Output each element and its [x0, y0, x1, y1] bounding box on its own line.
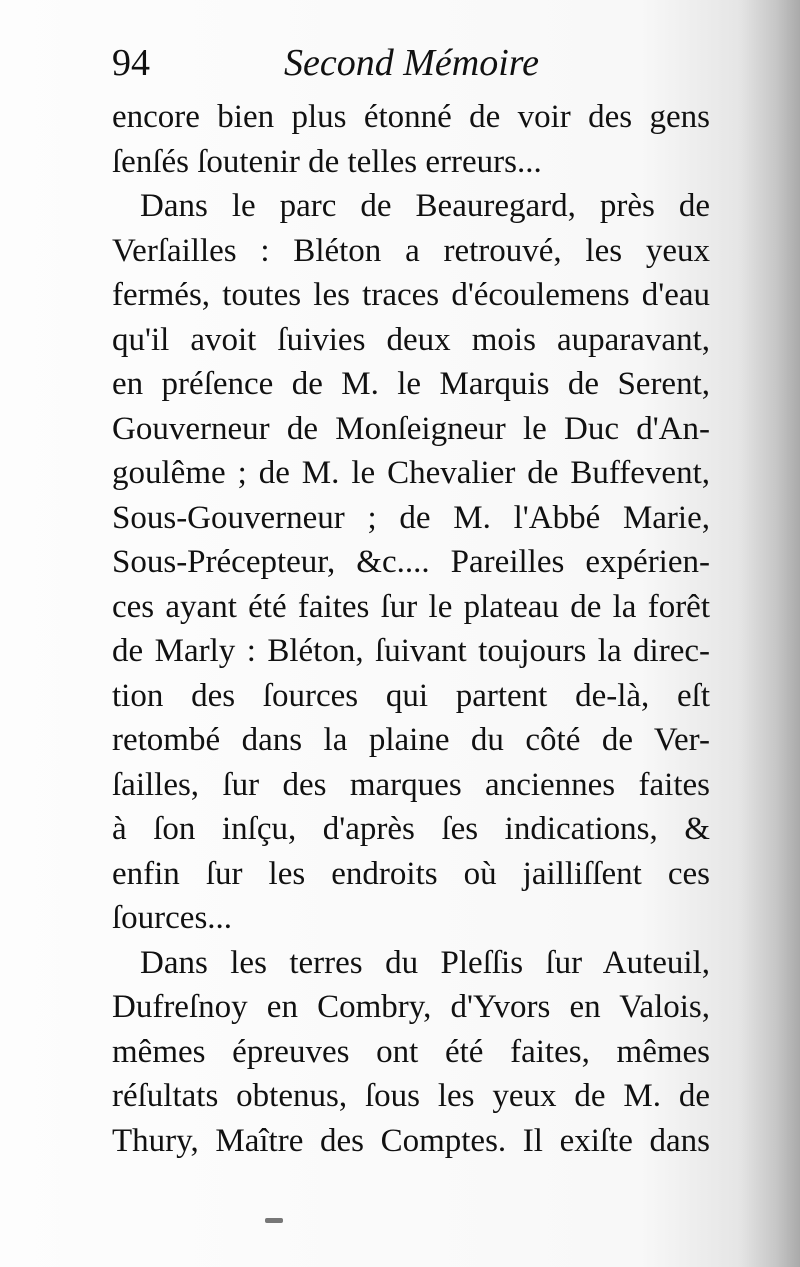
page-number: 94: [112, 42, 150, 84]
body-text: [112, 95, 710, 1163]
text-line: Thury, Maître des Comptes. Il exiſte dans: [112, 1122, 710, 1159]
text-line: Dans le parc de Beauregard, près de: [140, 188, 710, 224]
text-line: Sous-Gouverneur ; de M. l'Abbé Marie,: [112, 499, 710, 536]
text-line: Sous-Précepteur, &c.... Pareilles expérien-: [112, 544, 710, 580]
text-line: ſenſés ſoutenir de telles erreurs...: [112, 143, 542, 180]
text-line: ſailles, ſur des marques anciennes faites: [112, 766, 710, 803]
text-line: Verſailles : Bléton a retrouvé, les yeux: [112, 232, 710, 269]
text-line: fermés, toutes les traces d'écoulemens d'eau: [112, 277, 710, 313]
text-line: encore bien plus étonné de voir des gens: [112, 99, 710, 135]
text-line: ſources...: [112, 900, 233, 936]
text-line: qu'il avoit ſuivies deux mois auparavant,: [112, 321, 710, 358]
text-line: en préſence de M. le Marquis de Serent,: [112, 366, 710, 402]
text-line: ces ayant été faites ſur le plateau de la forêt: [112, 588, 710, 625]
text-line: de Marly : Bléton, ſuivant toujours la direc-: [112, 633, 710, 669]
text-line: Dans les terres du Pleſſis ſur Auteuil,: [140, 944, 710, 981]
page-header: [112, 38, 712, 88]
text-line: enfin ſur les endroits où jailliſſent ces: [112, 855, 710, 892]
text-line: retombé dans la plaine du côté de Ver-: [112, 722, 710, 758]
page-gutter-shadow: [740, 0, 800, 1267]
text-line: Gouverneur de Monſeigneur le Duc d'An-: [112, 410, 710, 447]
ink-mark: [265, 1218, 283, 1223]
running-title: Second Mémoire: [284, 42, 539, 84]
text-line: à ſon inſçu, d'après ſes indications, &: [112, 811, 710, 847]
text-line: tion des ſources qui partent de-là, eſt: [112, 677, 710, 714]
text-line: mêmes épreuves ont été faites, mêmes: [112, 1033, 710, 1070]
text-line: réſultats obtenus, ſous les yeux de M. de: [112, 1078, 710, 1114]
text-line: goulême ; de M. le Chevalier de Buffevent,: [112, 455, 710, 491]
text-line: Dufreſnoy en Combry, d'Yvors en Valois,: [112, 989, 710, 1025]
